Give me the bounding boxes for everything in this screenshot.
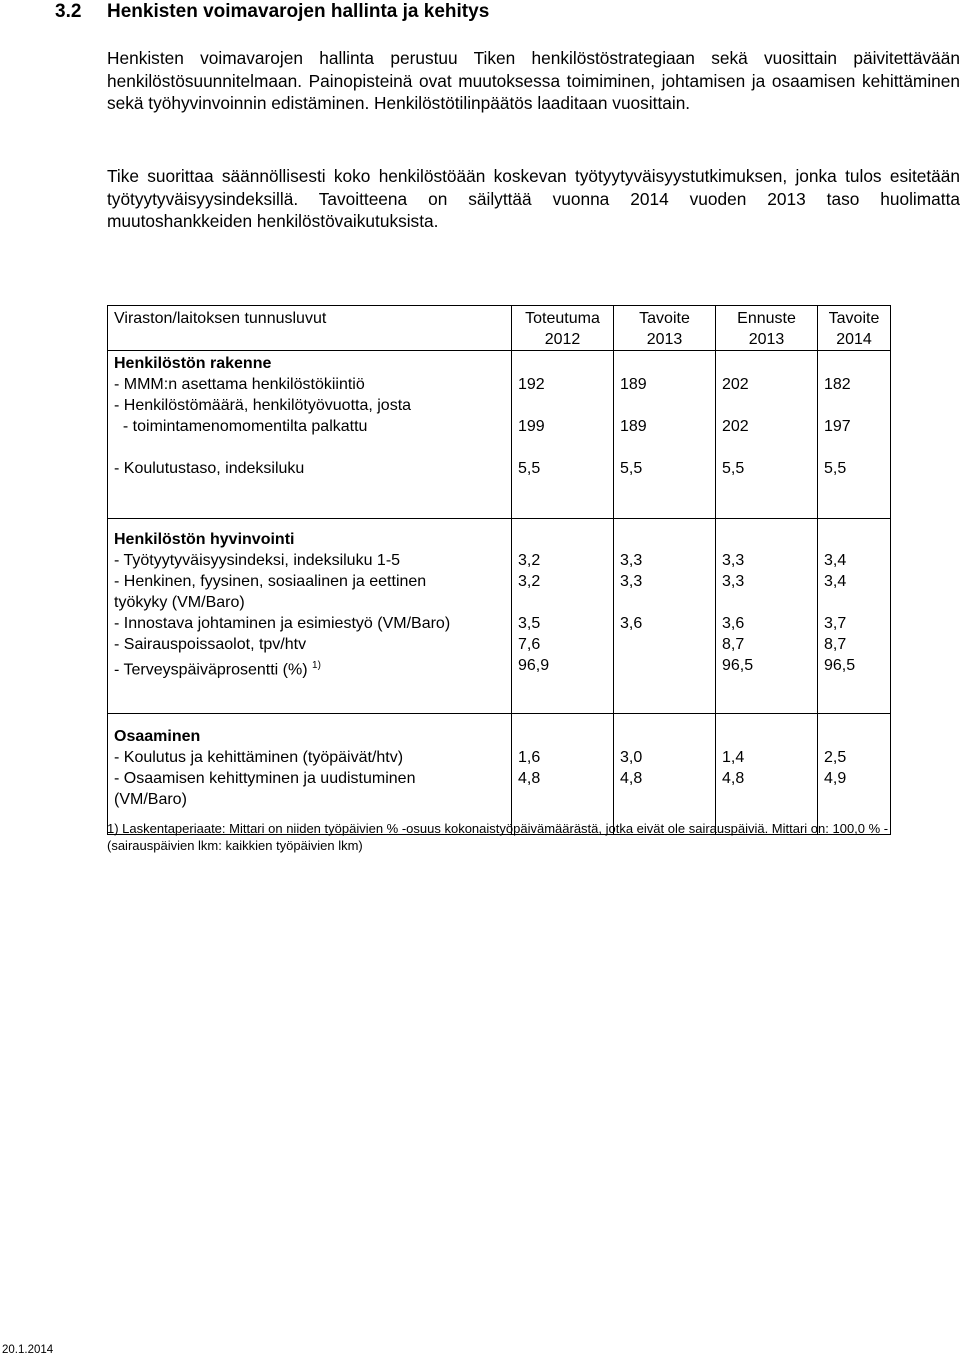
section-heading — [55, 1, 489, 23]
header-label: Viraston/laitoksen tunnusluvut — [108, 306, 512, 351]
header-col-toteutuma-2012: Toteutuma 2012 — [512, 306, 614, 351]
osaaminen-tavoite-2014: 2,5 4,9 — [818, 714, 891, 835]
section-number: 3.2 — [55, 1, 82, 22]
hyvinvointi-toteutuma-2012: 3,2 3,2 3,5 7,6 96,9 — [512, 519, 614, 714]
hyvinvointi-tavoite-2013: 3,3 3,3 3,6 — [614, 519, 716, 714]
survey-paragraph: Tike suorittaa säännöllisesti koko henkilöstöään koskevan työtyytyväisyystutkimuksen, jonka tulos esitetään työtyytyväisyysindeksillä. Tavoitteena on säilyttää vuonna 2014 vuoden 2013 taso huolimatta muutoshankkeiden henkilöstövaikutuksista. — [107, 166, 960, 231]
table-row-osaaminen — [108, 714, 891, 835]
kpi-table — [107, 305, 891, 835]
osaaminen-ennuste-2013: 1,4 4,8 — [716, 714, 818, 835]
header-col-tavoite-2014: Tavoite 2014 — [818, 306, 891, 351]
header-col-ennuste-2013: Ennuste 2013 — [716, 306, 818, 351]
rakenne-labels: Henkilöstön rakenne - MMM:n asettama henkilöstökiintiö - Henkilöstömäärä, henkilötyövuotta, josta - toimintamenomomentilta palkattu - Koulutustaso, indeksiluku — [108, 351, 512, 519]
hyvinvointi-ennuste-2013: 3,3 3,3 3,6 8,7 96,5 — [716, 519, 818, 714]
rakenne-ennuste-2013: 202 202 5,5 — [716, 351, 818, 519]
hyvinvointi-labels: Henkilöstön hyvinvointi - Työtyytyväisyysindeksi, indeksiluku 1-5 - Henkinen, fyysinen, sosiaalinen ja eettinen työkyky (VM/Baro) - Innostava johtaminen ja esimiestyö (VM/Baro) - Sairauspoissaolot, tpv/htv - Terveyspäiväprosentti (%) $^{1)}$ — [108, 519, 512, 714]
table-row-hyvinvointi — [108, 519, 891, 714]
section-title: Henkisten voimavarojen hallinta ja kehitys — [107, 1, 490, 22]
table-header-row — [108, 306, 891, 351]
header-col-tavoite-2013: Tavoite 2013 — [614, 306, 716, 351]
rakenne-toteutuma-2012: 192 199 5,5 — [512, 351, 614, 519]
intro-paragraph: Henkisten voimavarojen hallinta perustuu Tiken henkilöstöstrategiaan sekä vuosittain päivitettävään henkilöstösuunnitelmaan. Painopisteinä ovat muutoksessa toimiminen, johtamisen ja osaamisen kehittäminen sekä työhyvinvoinnin edistäminen. Henkilöstötilinpäätös laaditaan vuosittain. — [107, 48, 960, 113]
rakenne-tavoite-2014: 182 197 5,5 — [818, 351, 891, 519]
footnote: 1) Laskentaperiaate: Mittari on niiden työpäivien % -osuus kokonaistyöpäivämäärästä, jotka eivät ole sairauspäiviä. Mittari on: 100,0 % - (sairauspäivien lkm: kaikkien työpäivien lkm) — [107, 821, 889, 853]
hyvinvointi-tavoite-2014: 3,4 3,4 3,7 8,7 96,5 — [818, 519, 891, 714]
footer-date: 20.1.2014 — [2, 1344, 54, 1356]
osaaminen-toteutuma-2012: 1,6 4,8 — [512, 714, 614, 835]
osaaminen-labels: Osaaminen - Koulutus ja kehittäminen (työpäivät/htv) - Osaamisen kehittyminen ja uudistuminen (VM/Baro) — [108, 714, 512, 835]
rakenne-tavoite-2013: 189 189 5,5 — [614, 351, 716, 519]
table-row-rakenne — [108, 351, 891, 519]
osaaminen-tavoite-2013: 3,0 4,8 — [614, 714, 716, 835]
